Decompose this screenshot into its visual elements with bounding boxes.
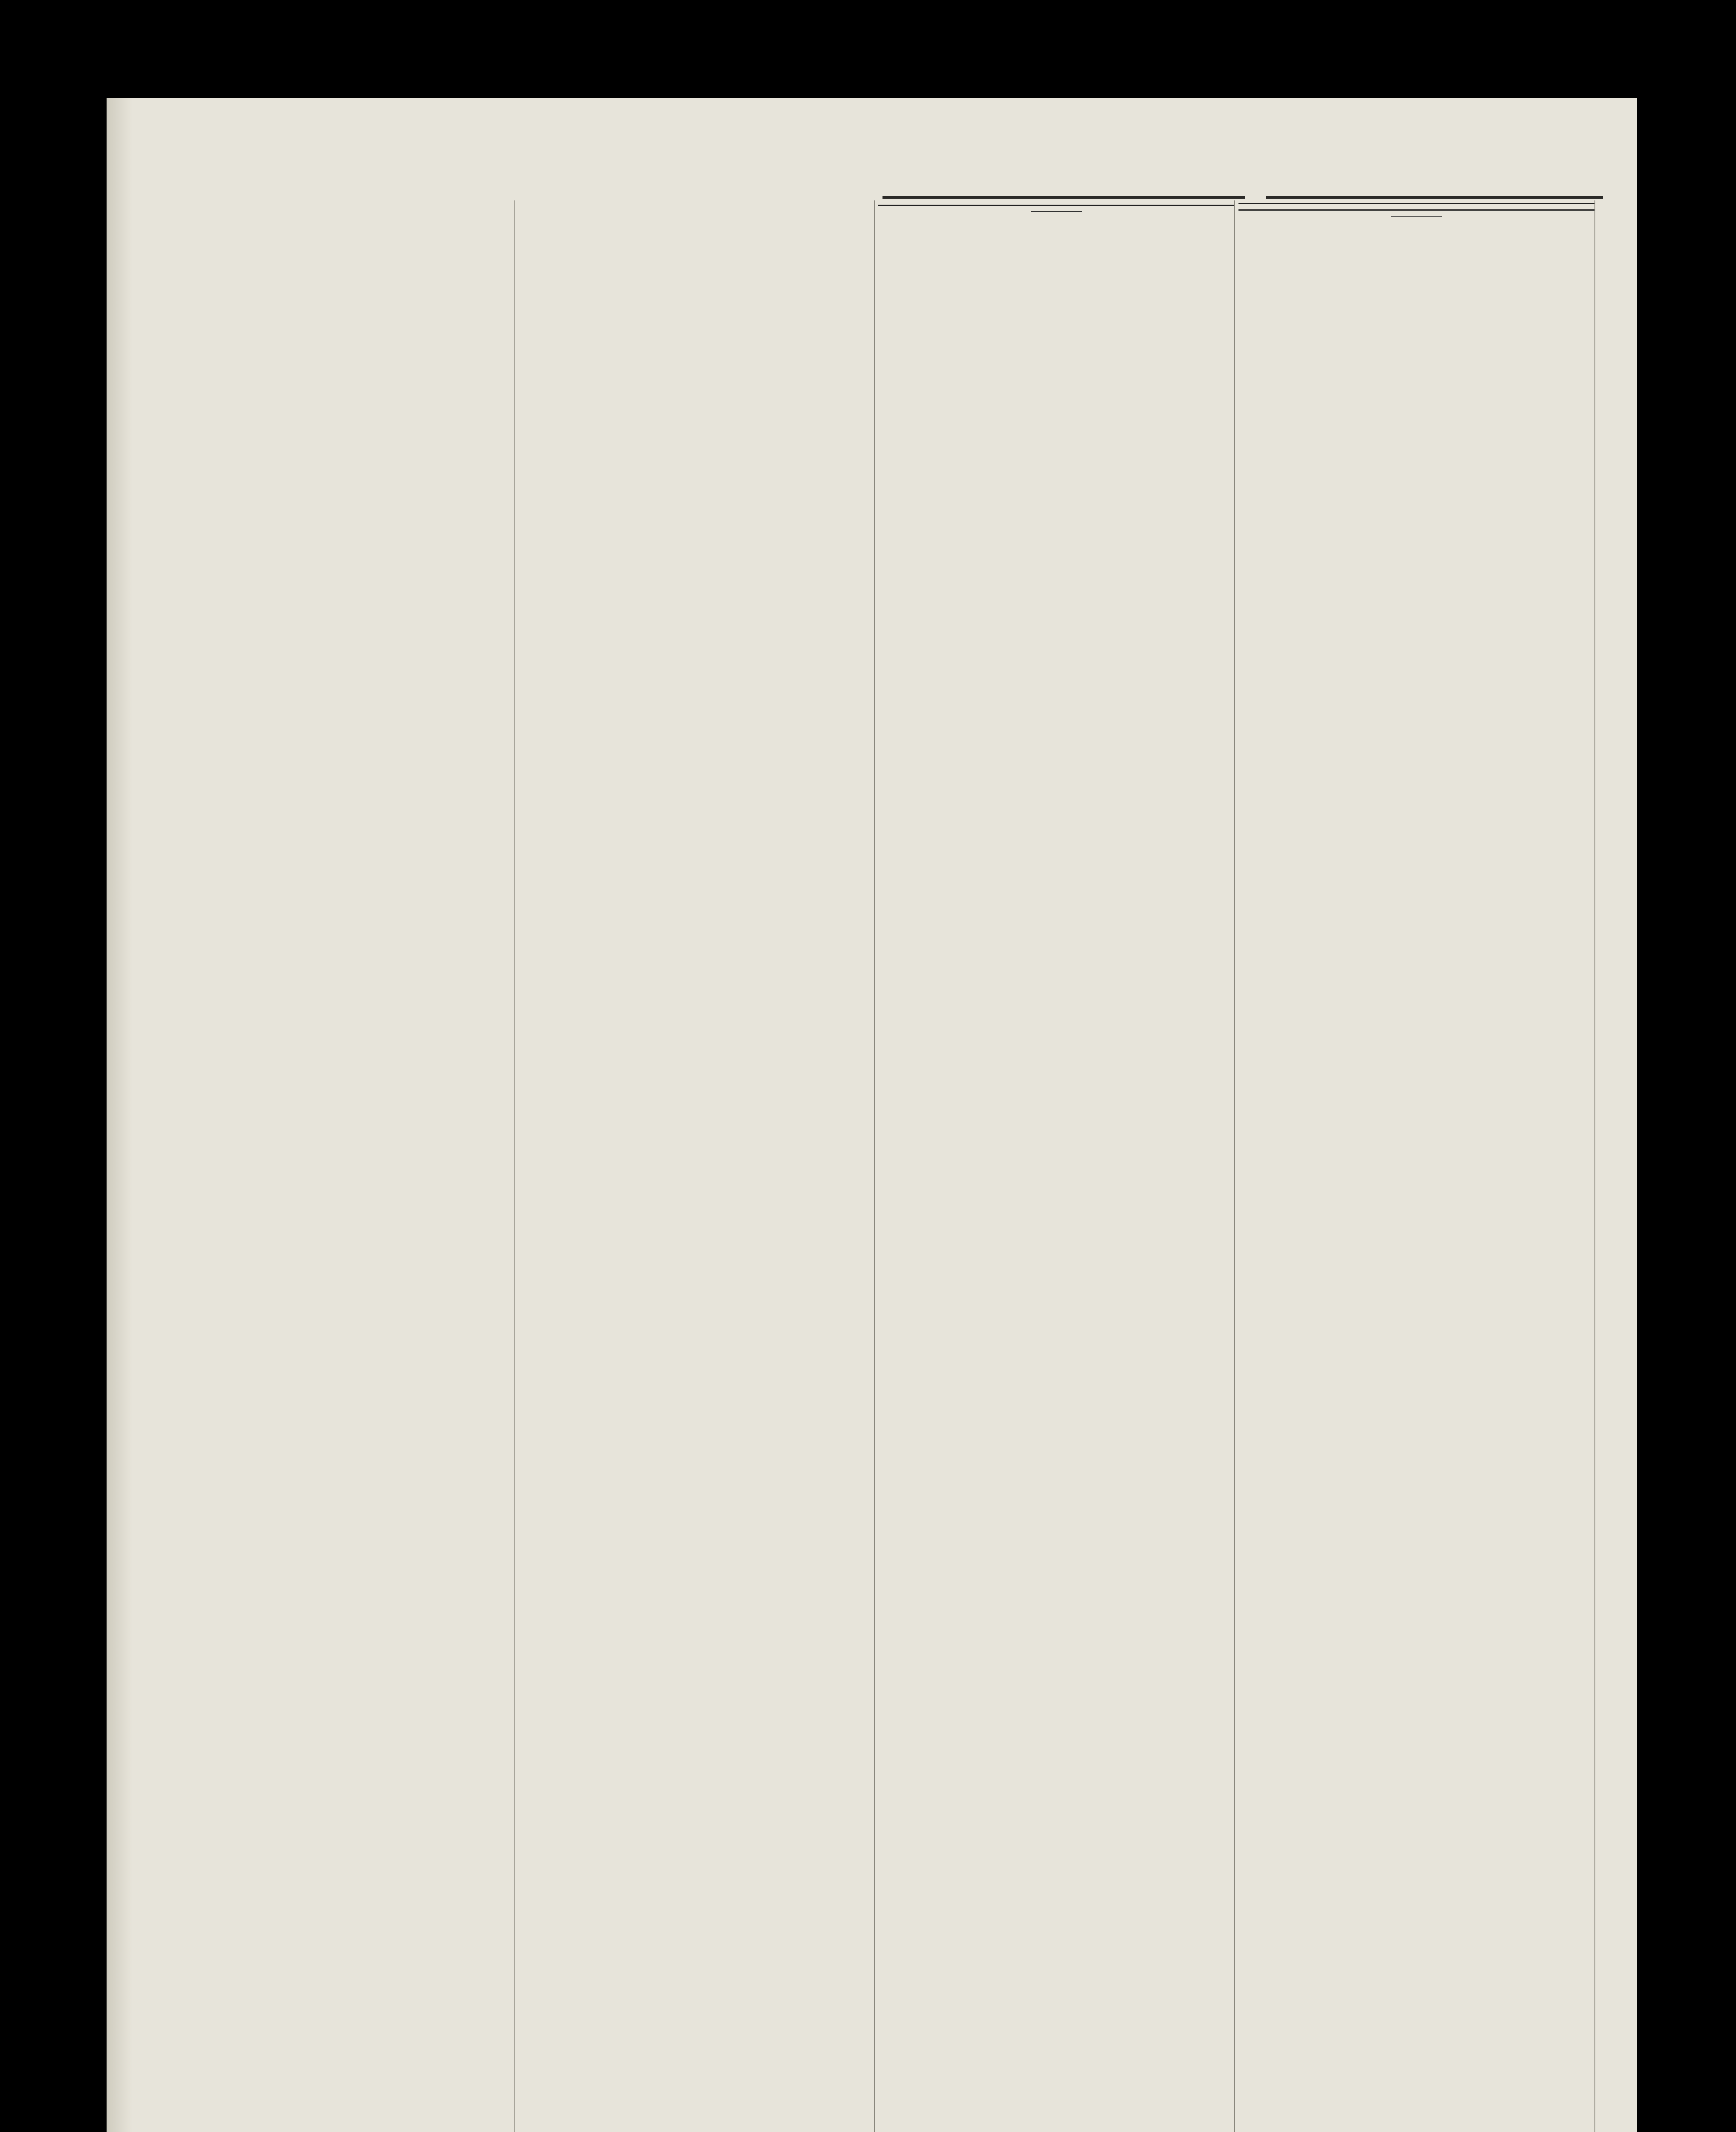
divider — [878, 205, 1234, 206]
column-1 — [153, 183, 509, 2132]
newspaper-page — [107, 98, 1637, 2132]
column-rule-3 — [1234, 200, 1235, 2132]
top-rule-right — [1266, 196, 1603, 199]
short-rule — [1031, 211, 1082, 212]
top-rule-plague — [882, 196, 1245, 199]
column-rule-2 — [874, 200, 875, 2132]
page-shadow — [107, 98, 132, 2132]
short-rule — [1391, 216, 1442, 217]
plague-kicker — [1238, 203, 1594, 211]
column-rule-4 — [1594, 200, 1595, 2132]
column-3 — [878, 200, 1234, 2132]
column-2 — [518, 200, 874, 2132]
column-rule-1 — [514, 200, 515, 2132]
column-4 — [1238, 200, 1594, 2132]
